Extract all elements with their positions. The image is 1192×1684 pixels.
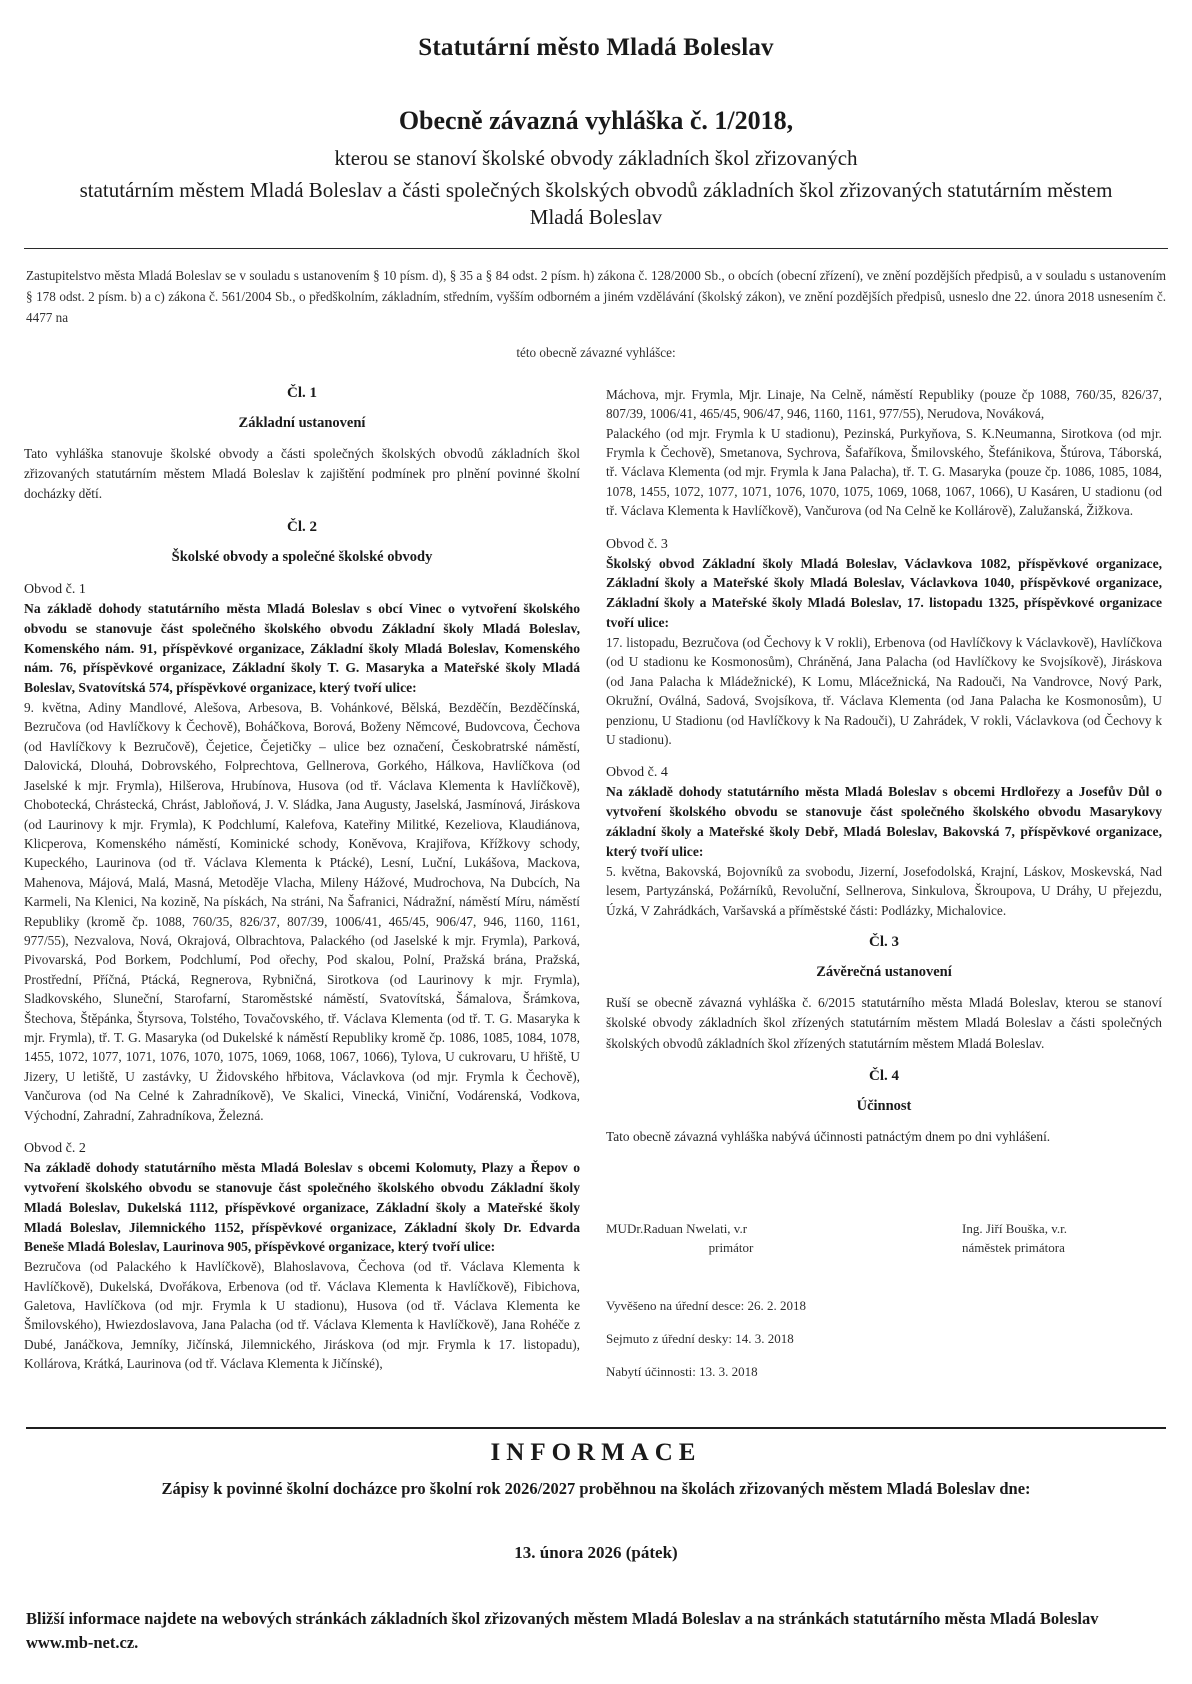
obvod-2-heading: Obvod č. 2 xyxy=(24,1141,86,1156)
decree-subtitle-line1: kterou se stanoví školské obvody základních škol zřizovaných xyxy=(334,146,858,170)
article-1-number: Čl. 1 xyxy=(287,384,317,401)
footer-divider xyxy=(26,1427,1166,1429)
article-4-number: Čl. 4 xyxy=(869,1068,899,1085)
preamble-center-line: této obecně závazné vyhlášce: xyxy=(516,344,676,360)
obvod-4-intro: Na základě dohody statutárního města Mladá Boleslav s obcemi Hrdlořezy a Josefův Důl o vytvoření školského obvodu se stanovuje část společného školského obvodu Masarykovy základní školy a Mateřské školy Debř, Mladá Boleslav, Bakovská 7, příspěvkové organizace, který tvoří ulice: xyxy=(606,784,1162,859)
article-3-text: Ruší se obecně závazná vyhláška č. 6/2015 statutárního města Mladá Boleslav, kterou se stanoví školské obvody základních škol zřízených statutárním městem Mladá Boleslav a části společných školských obvodů základních škol zřízených statutárním městem Mladá Boleslav. xyxy=(606,994,1162,1051)
footer-enrollment-date: 13. února 2026 (pátek) xyxy=(514,1543,678,1563)
deputy-role: náměstek primátora xyxy=(962,1240,1065,1256)
article-1-text: Tato vyhláška stanovuje školské obvody a části společných školských obvodů základních škol zřizovaných statutárním městem Mladá Boleslav k zajištění podmínek pro plnění povinné školní docházky dětí. xyxy=(24,445,580,502)
deputy-name: Ing. Jiří Bouška, v.r. xyxy=(962,1221,1067,1237)
date-effective: Nabytí účinnosti: 13. 3. 2018 xyxy=(606,1364,758,1380)
article-3-name: Závěrečná ustanovení xyxy=(816,963,952,980)
obvod-2-street-list-left: Bezručova (od Palackého k Havlíčkově), Blahoslavova, Čechova (od tř. Václava Klementa k Havlíčkově), Dukelská, Dvořákova, Erbenova (od tř. Václava Klementa k Havlíčkově), Fibichova, Galetova, Havlíčkova (od mjr. Frymla k U stadionu), Husova (od tř. Václava Klementa ke Šmilovského), Hwiezdoslavova, Jana Palacha (od tř. Václava Klementa k Havlíčkově), Jana Rohéče z Dubé, Janáčkova, Jemníky, Jičínská, Jilemnického, Jiráskova (od mjr. Frymla k 17. listopadu), Kollárova, Krátká, Laurinova (od tř. Václava Klementa k Jičínské), xyxy=(24,1259,580,1372)
obvod-1-heading: Obvod č. 1 xyxy=(24,581,86,597)
article-4-name: Účinnost xyxy=(856,1098,912,1115)
mayor-name: MUDr.Raduan Nwelati, v.r xyxy=(606,1221,748,1237)
obvod-1-intro: Na základě dohody statutárního města Mladá Boleslav s obcí Vinec o vytvoření školského obvodu se stanovuje část společného školského obvodu Základní školy Mladá Boleslav, Komenského nám. 91, příspěvkové organizace, Základní školy Mladá Boleslav, Komenského nám. 76, příspěvkové organizace, Základní školy T. G. Masaryka a Mateřské školy Mladá Boleslav, Svatovítská 574, příspěvkové organizace, který tvoří ulice: xyxy=(24,600,580,696)
preamble-paragraph: Zastupitelstvo města Mladá Boleslav se v souladu s ustanovením § 10 písm. d), § 35 a § 84 odst. 2 písm. h) zákona č. 128/2000 Sb., o obcích (obecní zřízení), ve znění pozdějších předpisů, a v souladu s ustanovením § 178 odst. 2 písm. b) a c) zákona č. 561/2004 Sb., o předškolním, základním, středním, vyšším odborném a jiném vzdělávání (školský zákon), ve znění pozdějších předpisů, usneslo dne 22. února 2018 usnesením č. 4477 na xyxy=(26,267,1166,326)
obvod-2-street-list-right: Máchova, mjr. Frymla, Mjr. Linaje, Na Celně, náměstí Republiky (pouze čp 1088, 760/35, 826/37, 807/39, 1006/41, 465/45, 906/47, 946, 1160, 1161, 977/55), Nerudova, Nováková, xyxy=(606,386,1162,422)
obvod-3-intro: Školský obvod Základní školy Mladá Boleslav, Václavkova 1082, příspěvkové organizace, Základní školy a Mateřské školy Mladá Boleslav, Václavkova 1040, příspěvkové organizace, Základní školy a Mateřské školy Mladá Boleslav, 17. listopadu 1325, příspěvkové organizace tvoří ulice: xyxy=(606,555,1162,631)
obvod-1-street-list: 9. května, Adiny Mandlové, Alešova, Arbesova, B. Vohánkové, Bělská, Bezděčín, Bezděčínská, Bezručova (od Havlíčkovy k Čechově), Boháčkova, Borová, Boženy Němcové, Budovcova, Čechova (od Havlíčkovy k Bezručově), Čejetice, Čejetičky – ulice bez označení, Českobratrské náměstí, Dalovická, Dlouhá, Dobrovského, Folprechtova, Gellnerova, Gorkého, Hálkova, Havlíčkova (od Jaselské k mjr. Frymla), Hilšerova, Hrubínova, Husova (od tř. Václava Klementa k Havlíčkově), Chobotecká, Chrástecká, Chrást, Jabloňová, J. V. Sládka, Jana Augusty, Jaselská, Jasmínová, Jiráskova (od Laurinovy k mjr. Frymla), K Podchlumí, Kalefova, Kateřiny Militké, Kezeliova, Klaudiánova, Klicperova, Komenského náměstí, Kominické schody, Koněvova, Krajiřova, Křížkovy schody, Kupeckého, Laurinova (od tř. Václava Klementa k Ptácké), Lesní, Luční, Lukášova, Mackova, Mahenova, Májová, Malá, Masná, Metoděje Vlacha, Mileny Hážové, Mudrochova, Na Dubcích, Na Karmeli, Na Klenici, Na kozině, Na pískách, Na stráni, Na Šafranici, Nádražní, náměstí Míru, náměstí Republiky (kromě čp. 1088, 760/35, 826/37, 807/39, 1006/41, 465/45, 906/47, 946, 1160, 1161, 977/55), Nezvalova, Nová, Okrajová, Olbrachtova, Palackého (od Jaselské k mjr. Frymla), Parková, Pivovarská, Pod Borkem, Podchlumí, Pod ořechy, Pod skalou, Polní, Pražská brána, Pražská, Prostřední, Příčná, Ptácká, Regnerova, Rybničná, Sirotkova (od Laurinovy k mjr. Frymla), Sladkovského, Sluneční, Starofarní, Staroměstské náměstí, Svatovítská, Šámalova, Šrámkova, Štechova, Štěpánka, Štyrsova, Tolstého, Tovačovského, tř. Václava Klementa (od tř. T. G. Masaryka k mjr. Frymla), tř. T. G. Masaryka (od Dukelské k náměstí Republiky kromě čp. 1086, 1085, 1084, 1078, 1455, 1072, 1077, 1071, 1076, 1070, 1075, 1069, 1068, 1067, 1066), Tylova, U cukrovaru, U hřiště, U Jizery, U letiště, U zastávky, U Židovského hřbitova, Václavkova (od mjr. Frymla k Čechově), Vančurova (od Na Celné k Zahradníkově), Ve Skalici, Vinecká, Viniční, Vodárenská, Vodkova, Východní, Zahradní, Zahradníkova, Železná. xyxy=(24,700,580,1123)
obvod-3-heading: Obvod č. 3 xyxy=(606,536,668,552)
obvod-3-street-list: 17. listopadu, Bezručova (od Čechovy k V rokli), Erbenova (od Havlíčkovy k Václavkově), Havlíčkova (od U stadionu ke Kosmonosům), Chráněná, Jana Palacha (od Havlíčkovy ke Svojsíkově), Jiráskova (od Jana Palacha k Mládežnické), K Lomu, Mlácežnická, Na Radouči, Na Vandrovce, Nový Park, Okružní, Oválná, Sadová, Svojsíkova, tř. Václava Klementa (od Jana Palacha ke Kosmonosům), U penzionu, U Stadionu (od Havlíčkovy k Na Radouči), U Zahrádek, V rokli, Václavkova (od Čechovy k U stadionu). xyxy=(606,634,1162,747)
left-column xyxy=(24,371,580,1374)
right-column xyxy=(606,371,1162,1398)
footer-title: INFORMACE xyxy=(490,1439,702,1467)
article-2-name: Školské obvody a společné školské obvody xyxy=(171,548,433,565)
footer-enrollment-line: Zápisy k povinné školní docházce pro školní rok 2026/2027 proběhnou na školách zřizovaných městem Mladá Boleslav dne: xyxy=(161,1479,1031,1499)
obvod-2-street-list-right-cont: Palackého (od mjr. Frymla k U stadionu), Pezinská, Purkyňova, S. K.Neumanna, Sirotkova (od mjr. Frymla k Čechově), Smetanova, Sychrova, Šafaříkova, Šmilovského, Štefánikova, Štúrova, Táborská, tř. Václava Klementa (od mjr. Frymla k Jana Palacha), tř. T. G. Masaryka (pouze čp. 1086, 1085, 1084, 1078, 1455, 1072, 1077, 1071, 1076, 1070, 1075, 1069, 1068, 1067, 1066), U Kasáren, U stadionu (od tř. Václava Klementa k Havlíčkově), Vančurova (od Na Celně ke Kollárově), Zalužanská, Žižkova. xyxy=(606,425,1162,519)
footer-information-section xyxy=(0,1427,1192,1684)
obvod-4-heading: Obvod č. 4 xyxy=(606,765,668,781)
signature-left xyxy=(606,1221,856,1256)
date-posted: Vyvěšeno na úřední desce: 26. 2. 2018 xyxy=(606,1298,807,1314)
decree-subtitle-line2: statutárním městem Mladá Boleslav a části společných školských obvodů základních škol zřizovaných statutárním městem Mladá Boleslav xyxy=(79,178,1113,230)
obvod-2-intro: Na základě dohody statutárního města Mladá Boleslav s obcemi Kolomuty, Plazy a Řepov o vytvoření školského obvodu se stanovuje část společného školského obvodu Základní školy Mladá Boleslav, Dukelská 1112, příspěvkové organizace, Základní školy a Mateřské školy Mladá Boleslav, Jilemnického 1152, příspěvkové organizace, Základní školy Dr. Edvarda Beneše Mladá Boleslav, Laurinova 905, příspěvkové organizace, který tvoří ulice: xyxy=(24,1160,580,1255)
obvod-4-street-list: 5. května, Bakovská, Bojovníků za svobodu, Jizerní, Josefodolská, Krajní, Láskov, Moskevská, Nad lesem, Partyzánská, Požárníků, Revoluční, Sellnerova, Sinkulova, Škroupova, U Dráhy, U přejezdu, Úzká, V Zahrádkách, Varšavská a příměstské části: Podlázky, Michalovice. xyxy=(606,863,1162,918)
organization-title: Statutární město Mladá Boleslav xyxy=(418,34,774,61)
body-columns xyxy=(0,361,1192,1398)
article-4-text: Tato obecně závazná vyhláška nabývá účinnosti patnáctým dnem po dni vyhlášení. xyxy=(606,1129,1051,1145)
article-3-number: Čl. 3 xyxy=(869,933,899,950)
notice-dates xyxy=(606,1298,1162,1380)
signature-right xyxy=(962,1221,1162,1256)
footer-more-info-note: Bližší informace najdete na webových stránkách základních škol zřizovaných městem Mladá Boleslav a na stránkách statutárního města Mladá Boleslav www.mb-net.cz. xyxy=(26,1609,1099,1652)
article-2-number: Čl. 2 xyxy=(287,518,317,535)
article-1-name: Základní ustanovení xyxy=(238,414,366,431)
mayor-role: primátor xyxy=(708,1240,754,1256)
document-masthead xyxy=(0,0,1192,232)
signature-block xyxy=(606,1221,1162,1256)
decree-title: Obecně závazná vyhláška č. 1/2018, xyxy=(398,106,794,135)
date-removed: Sejmuto z úřední desky: 14. 3. 2018 xyxy=(606,1331,794,1347)
